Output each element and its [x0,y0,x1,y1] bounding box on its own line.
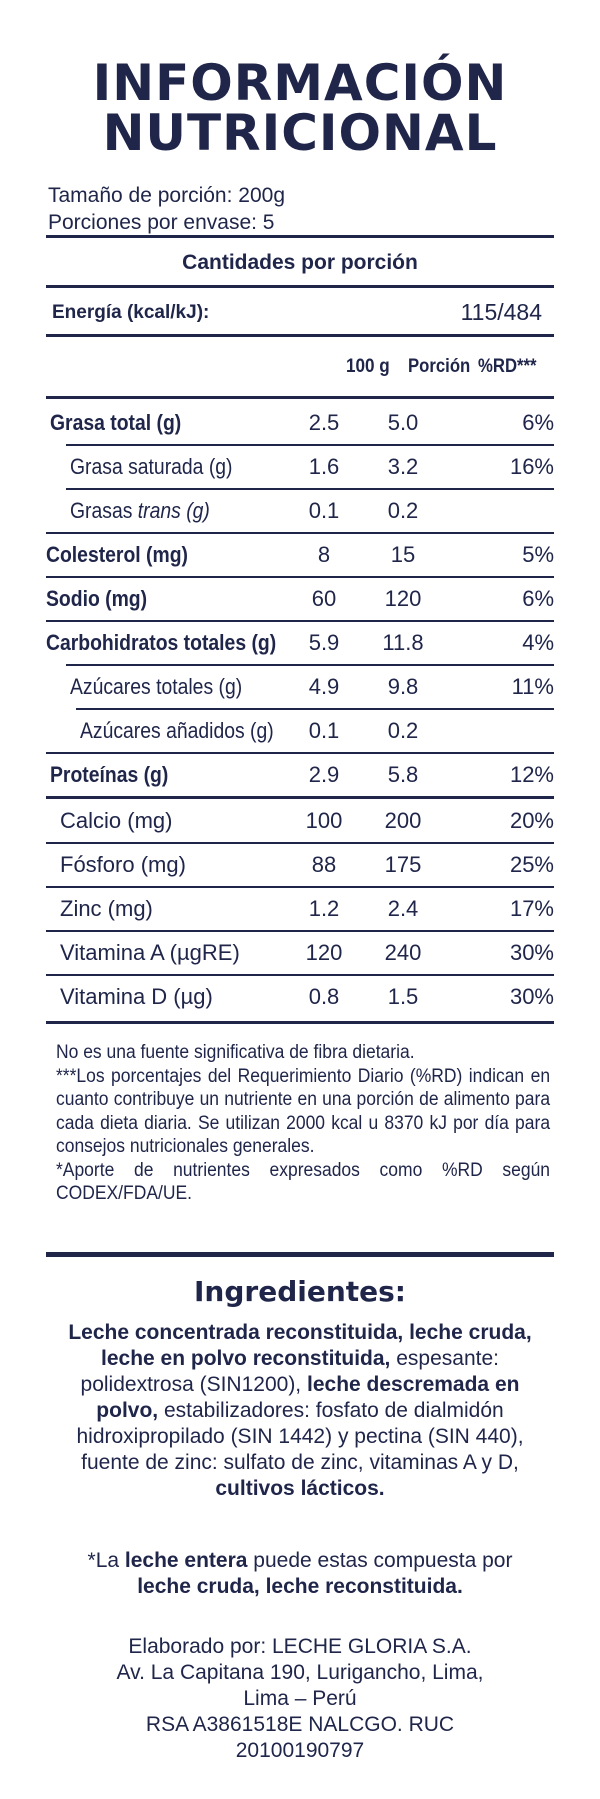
value-portion: 1.5 [387,984,419,1009]
value-portion: 9.8 [387,674,419,699]
note-middle: puede estas compuesta por [247,1549,513,1572]
producer-line: Av. La Capitana 190, Lurigancho, Lima, [116,1661,484,1684]
value-rd: 20% [509,808,554,833]
ingredients-bold-1: Leche concentrada reconstituida, leche cruda, leche en polvo reconstituida, [68,1321,532,1370]
value-100g: 2.5 [308,410,340,435]
table-row [46,620,554,664]
page-title [0,54,600,162]
value-rd: 6% [522,410,554,435]
note-bold-2: leche cruda, leche reconstituida. [137,1575,463,1598]
nutrient-name: Grasa total (g) [50,410,182,435]
table-row [46,886,554,930]
value-rd: 16% [509,454,554,479]
nutrient-name: Carbohidratos totales (g) [46,630,277,655]
value-portion: 200 [384,808,422,833]
value-rd: 12% [509,762,554,787]
note-prefix: *La [87,1549,125,1572]
value-100g: 88 [311,852,337,877]
table-row [46,930,554,974]
value-portion: 15 [390,542,416,567]
table-row [46,488,554,532]
value-portion: 5.8 [387,762,419,787]
value-portion: 3.2 [387,454,419,479]
value-100g: 120 [305,940,343,965]
producer-line: Lima – Perú [243,1687,357,1710]
energy-value: 115/484 [460,299,542,325]
codex-note: *Aporte de nutrientes expresados como %RD según CODEX/FDA/UE. [56,1159,551,1204]
col-header-100g: 100 g [346,356,390,377]
divider [46,1252,554,1257]
value-portion: 175 [384,852,422,877]
column-headers [46,354,554,384]
ingredients-bold-3: cultivos lácticos. [215,1477,385,1500]
nutrient-name: Vitamina A (µgRE) [60,940,240,965]
nutrient-name: Vitamina D (µg) [60,984,213,1009]
producer-line: Elaborado por: LECHE GLORIA S.A. [128,1635,472,1658]
table-row [46,400,554,444]
value-rd: 30% [509,984,554,1009]
nutrient-name: Sodio (mg) [46,586,148,611]
nutrient-name: Proteínas (g) [50,762,169,787]
col-header-rd: %RD*** [478,356,537,377]
table-row [46,444,554,488]
energy-row [46,292,554,332]
nutrient-name [70,498,210,524]
divider [46,334,554,337]
value-portion: 240 [384,940,422,965]
divider [46,235,554,238]
table-row [46,842,554,886]
value-portion: 120 [384,586,422,611]
table-row [46,752,554,796]
divider [46,285,554,288]
table-row [46,798,554,842]
whole-milk-note [50,1548,550,1600]
producer-line: 20100190797 [235,1739,365,1762]
ingredients-plain-2: estabilizadores: fosfato de dialmidón hidroxipropilado (SIN 1442) y pectina (SIN 440), fuente de zinc: sulfato de zinc, vitaminas A y D, [76,1399,524,1474]
value-100g: 4.9 [308,674,340,699]
value-100g: 8 [317,542,331,567]
value-portion: 0.2 [387,718,419,743]
table-row [46,532,554,576]
value-rd: 11% [511,674,554,699]
nutrient-name: Azúcares totales (g) [70,674,243,699]
table-row [46,576,554,620]
fiber-note: No es una fuente significativa de fibra dietaria. [56,1042,415,1063]
value-100g: 0.8 [308,984,340,1009]
table-row [46,708,554,752]
producer-line: RSA A3861518E NALCGO. RUC [145,1713,455,1736]
value-rd: 4% [522,630,554,655]
value-rd: 30% [509,940,554,965]
table-row [46,974,554,1018]
value-rd: 6% [522,586,554,611]
value-portion: 2.4 [387,896,419,921]
value-100g: 60 [311,586,337,611]
value-portion: 5.0 [387,410,419,435]
title-line-1: INFORMACIÓN [92,54,508,112]
value-100g: 0.1 [308,498,340,523]
value-100g: 0.1 [308,718,340,743]
table-row [46,664,554,708]
amounts-heading: Cantidades por porción [182,251,418,274]
nutrient-name: Fósforo (mg) [60,852,186,877]
nutrient-name: Calcio (mg) [60,808,173,833]
divider [46,396,554,399]
footnotes [56,1041,550,1206]
nutrient-name: Zinc (mg) [60,896,153,921]
ingredients-bold-2: leche descremada en polvo, [96,1373,520,1422]
note-bold-1: leche entera [124,1549,248,1572]
ingredients-plain-1: espesante: polidextrosa (SIN1200), [80,1347,499,1396]
serving-size: Tamaño de porción: 200g [48,184,285,207]
value-portion: 0.2 [387,498,419,523]
servings-per-container: Porciones por envase: 5 [48,211,275,234]
divider [46,1021,554,1024]
nutrient-name: Grasa saturada (g) [70,454,233,479]
nutrient-name: Azúcares añadidos (g) [80,718,274,743]
value-100g: 1.2 [308,896,340,921]
rd-note: ***Los porcentajes del Requerimiento Diario (%RD) indican en cuanto contribuye un nutriente en una porción de alimento para cada dieta diaria. Se utilizan 2000 kcal u 8370 kJ por día para consejos nutricionales generales. [56,1065,551,1157]
energy-label: Energía (kcal/kJ): [52,302,210,323]
ingredients-text [62,1320,538,1502]
value-rd: 17% [509,896,554,921]
value-rd: 5% [522,542,554,567]
value-100g: 2.9 [308,762,340,787]
nutrient-name-italic: trans (g) [137,498,210,523]
nutrient-name: Colesterol (mg) [46,542,188,567]
value-100g: 100 [305,808,343,833]
ingredients-title: Ingredientes: [194,1275,406,1308]
producer-info [70,1634,530,1764]
value-rd: 25% [509,852,554,877]
value-portion: 11.8 [382,630,424,655]
value-100g: 1.6 [308,454,340,479]
serving-info [48,182,285,236]
value-100g: 5.9 [308,630,340,655]
title-line-2: NUTRICIONAL [102,104,498,162]
nutrient-name-prefix: Grasas [70,498,138,523]
col-header-portion: Porción [408,356,471,377]
